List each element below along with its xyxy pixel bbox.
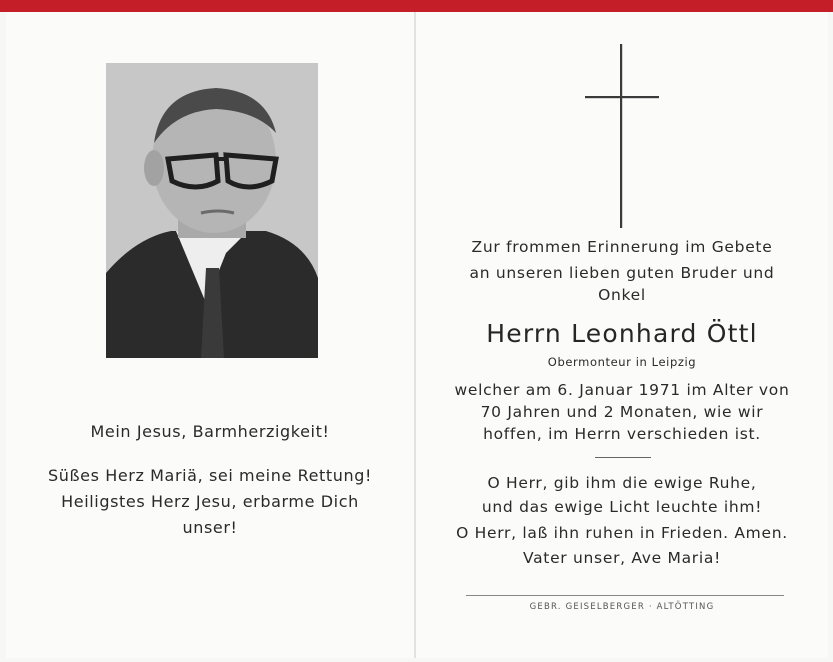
death-line-3: hoffen, im Herrn verschieden ist. [483,425,761,443]
printer-imprint: GEBR. GEISELBERGER · ALTÖTTING [529,602,715,612]
prayer-line-2: Süßes Herz Mariä, sei meine Rettung! [47,466,373,485]
prayer-line-1: Mein Jesus, Barmherzigkeit! [90,422,330,441]
divider-long [466,595,784,596]
portrait-photo [106,63,318,358]
deceased-name: Herrn Leonhard Öttl [486,319,758,348]
red-border-strip [0,0,833,12]
closing-prayer-line-1: O Herr, gib ihm die ewige Ruhe, [487,474,757,492]
dedication-line-2: an unseren lieben guten Bruder und [469,264,775,282]
death-line-2: 70 Jahren und 2 Monaten, wie wir [480,403,764,421]
occupation: Obermonteur in Leipzig [547,355,697,369]
prayer-line-4: unser! [182,518,238,537]
death-line-1: welcher am 6. Januar 1971 im Alter von [454,381,790,399]
dedication-line-1: Zur frommen Erinnerung im Gebete [471,238,773,256]
closing-prayer-line-3: O Herr, laß ihn ruhen in Frieden. Amen. [456,524,788,542]
dedication-line-3: Onkel [598,286,646,304]
prayer-line-3: Heiligstes Herz Jesu, erbarme Dich [61,492,359,511]
latin-cross-icon [585,44,661,238]
portrait-illustration [106,63,318,358]
closing-prayer-line-4: Vater unser, Ave Maria! [523,549,721,567]
closing-prayer-line-2: und das ewige Licht leuchte ihm! [481,498,763,516]
divider-short [595,457,651,458]
